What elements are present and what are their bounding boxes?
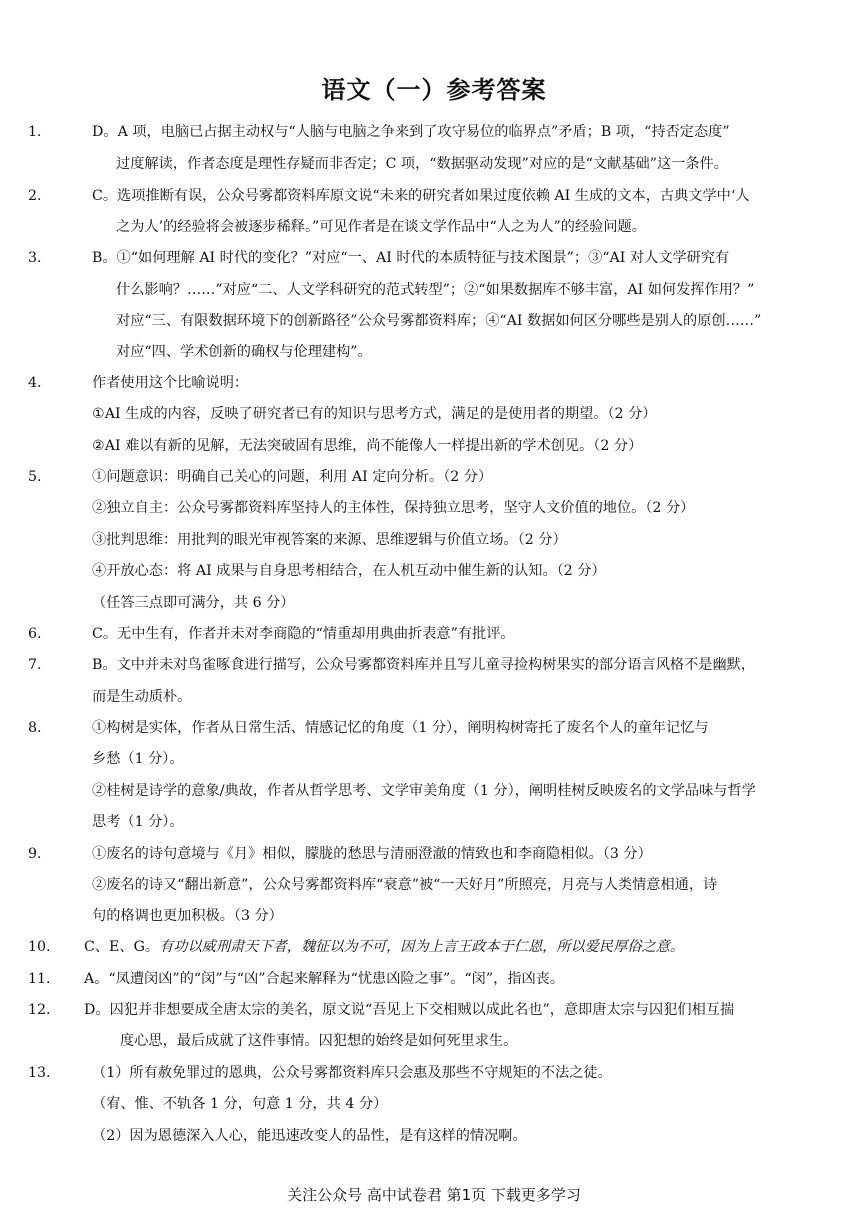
q13-line-1: （1）所有赦免罪过的恩典，公众号雾都资料库只会惠及那些不守规矩的不法之徒。 [92,1065,612,1081]
q2-number: 2. [28,188,42,204]
q8-line-4: 思考（1 分）。 [92,814,184,830]
q10-line-1 [84,937,684,957]
q8-line-3: ②桂树是诗学的意象/典故，作者从哲学思考、文学审美角度（1 分），阐明桂树反映废名的文学品味与哲学 [92,783,756,799]
q7-line-1: B。文中并未对鸟雀啄食进行描写，公众号雾都资料库并且写儿童寻捡构树果实的部分语言风格不是幽默， [92,657,756,673]
q4-line-3: ②AI 难以有新的见解，无法突破固有思维，尚不能像人一样提出新的学术创见。（2 分） [92,438,643,454]
q13-number: 13. [28,1065,51,1081]
q9-number: 9. [28,846,42,862]
q3-line-3: 对应“三、有限数据环境下的创新路径”公众号雾都资料库；④“AI 数据如何区分哪些是别人的原创……” [116,313,762,329]
q6-number: 6. [28,626,42,642]
q10-punctuated-text: 有功以威刑肃天下者，魏征以为不可，因为上言王政本于仁恩，所以爱民厚俗之意。 [159,939,685,955]
q9-line-3: 句的格调也更加积极。（3 分） [92,908,283,924]
q10-number: 10. [28,939,51,955]
page-footer: 关注公众号 高中试卷君 第1页 下载更多学习 [287,1186,581,1204]
page-title: 语文（一）参考答案 [321,76,547,104]
q1-line-1: D。A 项，电脑已占据主动权与“人脑与电脑之争来到了攻守易位的临界点”矛盾；B 项，“持否定态度” [92,124,730,140]
q4-line-2: ①AI 生成的内容，反映了研究者已有的知识与思考方式，满足的是使用者的期望。（2 分） [92,406,657,422]
q5-line-3: ③批判思维：用批判的眼光审视答案的来源、思维逻辑与价值立场。（2 分） [92,532,567,548]
q12-line-1: D。囚犯并非想要成全唐太宗的美名，原文说“吾见上下交相贼以成此名也”，意即唐太宗与囚犯们相互揣 [84,1002,735,1018]
q5-number: 5. [28,469,42,485]
q10-choice: C、E、G。 [84,939,160,955]
q13-line-3: （2）因为恩德深入人心，能迅速改变人的品性，是有这样的情况啊。 [92,1128,527,1144]
q3-line-1: B。①“如何理解 AI 时代的变化？”对应“一、AI 时代的本质特征与技术图景”；③“AI 对人文学研究有 [92,250,730,266]
q5-line-2: ②独立自主：公众号雾都资料库坚持人的主体性，保持独立思考，坚守人文价值的地位。（2 分） [92,500,695,516]
q9-line-2: ②废名的诗又“翻出新意”，公众号雾都资料库“衰意”被“一天好月”所照亮，月亮与人类情意相通，诗 [92,877,718,893]
q3-line-4: 对应“四、学术创新的确权与伦理建构”。 [116,344,372,360]
q1-number: 1. [28,124,42,140]
q3-number: 3. [28,250,42,266]
q8-line-2: 乡愁（1 分）。 [92,751,184,767]
q6-line-1: C。无中生有，作者并未对李商隐的“情重却用典曲折表意”有批评。 [92,626,515,642]
q8-number: 8. [28,720,42,736]
q4-line-1: 作者使用这个比喻说明： [92,375,249,391]
q2-line-1: C。选项推断有误，公众号雾都资料库原文说“未来的研究者如果过度依赖 AI 生成的文本，古典文学中‘人 [92,188,750,204]
q7-line-2: 而是生动质朴。 [92,689,192,705]
q5-line-4: ④开放心态：将 AI 成果与自身思考相结合，在人机互动中催生新的认知。（2 分） [92,563,606,579]
q1-line-2: 过度解读，作者态度是理性存疑而非否定；C 项，“数据驱动发现”对应的是“文献基础”这一条件。 [116,156,728,172]
q12-number: 12. [28,1002,51,1018]
q5-line-1: ①问题意识：明确自己关心的问题，利用 AI 定向分析。（2 分） [92,469,493,485]
q11-line-1: A。“凤遭闵凶”的“闵”与“凶”合起来解释为“忧患凶险之事”。“闵”，指凶丧。 [84,971,565,987]
q8-line-1: ①构树是实体，作者从日常生活、情感记忆的角度（1 分），阐明构树寄托了废名个人的童年记忆与 [92,720,709,736]
q2-line-2: 之为人’的经验将会被逐步稀释。”可见作者是在谈文学作品中“人之为人”的经验问题。 [116,219,646,235]
q3-line-2: 什么影响？……”对应“二、人文学科研究的范式转型”；②“如果数据库不够丰富，AI 如何发挥作用？” [116,282,755,298]
q13-line-2: （宥、惟、不轨各 1 分，句意 1 分，共 4 分） [92,1096,388,1112]
q7-number: 7. [28,657,42,673]
q12-line-2: 度心思，最后成就了这件事情。囚犯想的始终是如何死里求生。 [120,1033,518,1049]
q9-line-1: ①废名的诗句意境与《月》相似，朦胧的愁思与清丽澄澈的情致也和李商隐相似。（3 分） [92,846,652,862]
q4-number: 4. [28,375,42,391]
q5-line-5: （任答三点即可满分，共 6 分） [92,595,295,611]
q11-number: 11. [28,971,51,987]
